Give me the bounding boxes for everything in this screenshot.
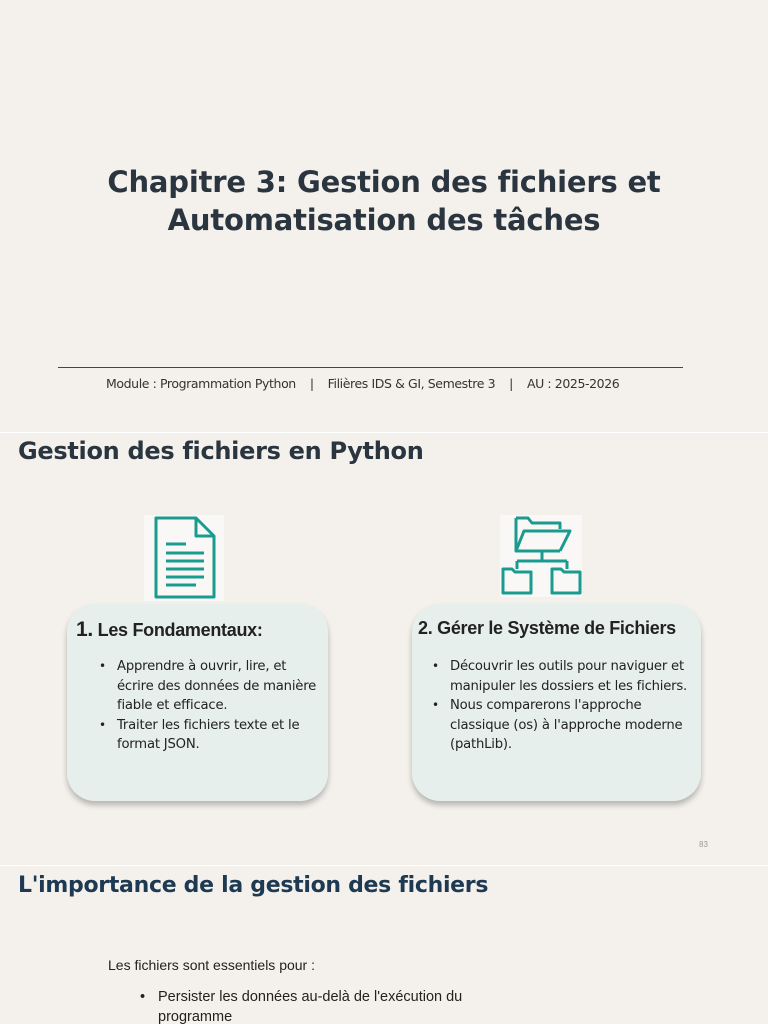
chapter-title-line-2: Automatisation des tâches [167, 203, 601, 237]
filesystem-card [412, 604, 701, 801]
card-number: 1. [76, 618, 93, 641]
file-management-slide [0, 433, 768, 865]
footer-academic-year: AU : 2025-2026 [526, 376, 620, 391]
bullet-list [140, 987, 500, 1024]
footer-module: Module : Programmation Python [106, 376, 296, 391]
chapter-title-line-1: Chapitre 3: Gestion des fichiers et [107, 165, 661, 199]
footer-separator: | [509, 376, 513, 391]
card-title-text: Les Fondamentaux: [97, 620, 263, 640]
list-item: • Apprendre à ouvrir, lire, et écrire des données de manière fiable et efficace. [99, 657, 321, 716]
page-number: 83 [699, 840, 708, 849]
title-divider-line [58, 367, 683, 368]
card-title [76, 618, 263, 642]
document-icon [144, 515, 224, 601]
folder-tree-icon [500, 515, 582, 597]
card-title [418, 618, 676, 639]
slide-footer [106, 376, 619, 391]
card-bullet-list [99, 657, 321, 755]
list-item: • Découvrir les outils pour naviguer et manipuler les dossiers et les fichiers. [432, 657, 694, 696]
importance-slide [0, 866, 768, 1024]
footer-filieres: Filières IDS & GI, Semestre 3 [327, 376, 496, 391]
slide-heading: Gestion des fichiers en Python [18, 437, 424, 465]
card-number: 2. [418, 618, 433, 638]
card-bullet-list [432, 657, 694, 755]
footer-separator: | [309, 376, 314, 391]
slide-heading: L'importance de la gestion des fichiers [18, 873, 489, 898]
card-title-text: Gérer le Système de Fichiers [437, 618, 676, 638]
chapter-title [40, 163, 728, 239]
title-slide [0, 0, 768, 432]
list-item: • Traiter les fichiers texte et le format JSON. [99, 716, 321, 755]
list-item: • Nous comparerons l'approche classique (os) à l'approche moderne (pathLib). [432, 696, 694, 755]
fundamentals-card [67, 604, 328, 801]
intro-text: Les fichiers sont essentiels pour : [108, 957, 315, 973]
list-item: • Persister les données au-delà de l'exécution du programme [140, 987, 500, 1024]
